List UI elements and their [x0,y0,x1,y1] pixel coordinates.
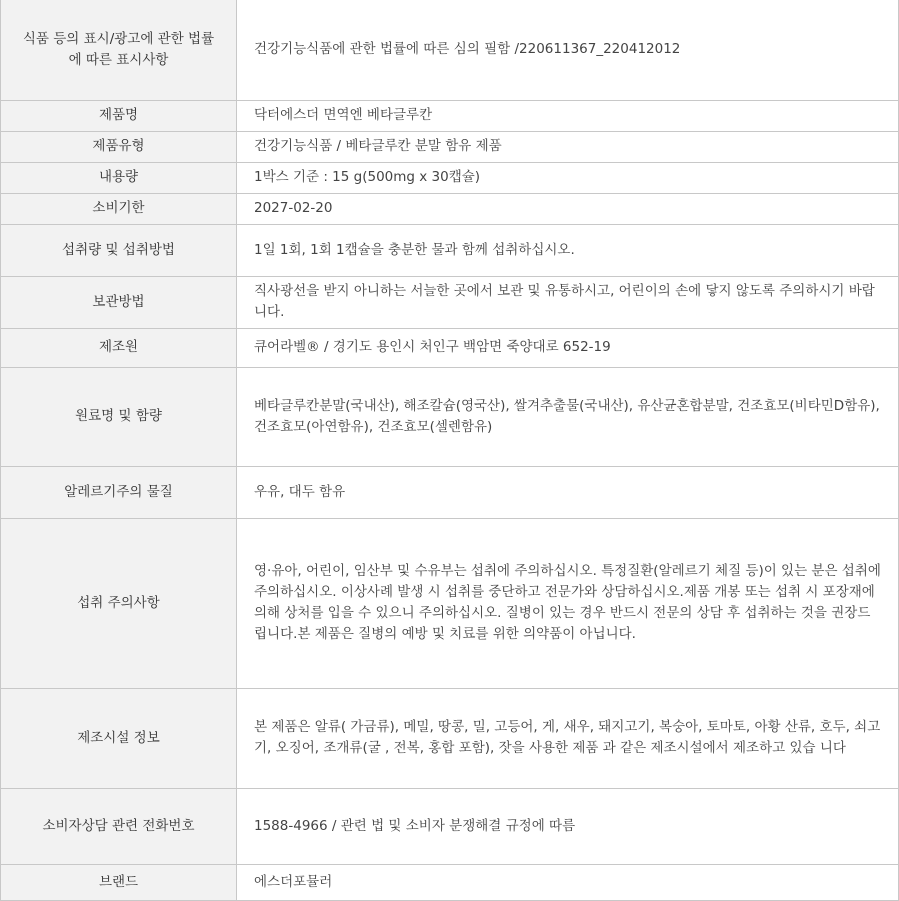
row-label-facility: 제조시설 정보 [1,688,237,788]
table-row [1,162,899,193]
table-row [1,131,899,162]
row-value-contents: 1박스 기준 : 15 g(500mg x 30캡슐) [237,162,899,193]
row-label-consumer-phone: 소비자상담 관련 전화번호 [1,788,237,864]
table-row [1,518,899,688]
row-value-intake-method: 1일 1회, 1회 1캡슐을 충분한 물과 함께 섭취하십시오. [237,224,899,276]
row-label-product-name: 제품명 [1,100,237,131]
table-row [1,466,899,518]
table-row [1,0,899,100]
row-value-allergy: 우유, 대두 함유 [237,466,899,518]
row-value-manufacturer: 큐어라벨® / 경기도 용인시 처인구 백암면 죽양대로 652-19 [237,328,899,367]
row-label-precautions: 섭취 주의사항 [1,518,237,688]
row-value-expiry: 2027-02-20 [237,193,899,224]
table-row [1,688,899,788]
row-value-ingredients: 베타글루칸분말(국내산), 해조칼슘(영국산), 쌀겨추출물(국내산), 유산균혼합분말, 건조효모(비타민D함유), 건조효모(아연함유), 건조효모(셀렌함유) [237,367,899,466]
table-row [1,100,899,131]
row-value-display-law: 건강기능식품에 관한 법률에 따른 심의 필함 /220611367_220412012 [237,0,899,100]
row-value-product-name: 닥터에스더 면역엔 베타글루칸 [237,100,899,131]
row-value-product-type: 건강기능식품 / 베타글루칸 분말 함유 제품 [237,131,899,162]
row-label-intake-method: 섭취량 및 섭취방법 [1,224,237,276]
row-label-display-law: 식품 등의 표시/광고에 관한 법률에 따른 표시사항 [1,0,237,100]
table-row [1,328,899,367]
row-label-contents: 내용량 [1,162,237,193]
row-value-storage: 직사광선을 받지 아니하는 서늘한 곳에서 보관 및 유통하시고, 어린이의 손에 닿지 않도록 주의하시기 바랍니다. [237,276,899,328]
table-row [1,224,899,276]
table-row [1,788,899,864]
row-label-expiry: 소비기한 [1,193,237,224]
table-row [1,276,899,328]
table-row [1,864,899,900]
row-value-brand: 에스더포뮬러 [237,864,899,900]
row-label-product-type: 제품유형 [1,131,237,162]
table-row [1,193,899,224]
table-row [1,367,899,466]
row-label-manufacturer: 제조원 [1,328,237,367]
row-value-facility: 본 제품은 알류( 가금류), 메밀, 땅콩, 밀, 고등어, 게, 새우, 돼지고기, 복숭아, 토마토, 아황 산류, 호두, 쇠고기, 오징어, 조개류(굴 , 전복, 홍합 포함), 잣을 사용한 제품 과 같은 제조시설에서 제조하고 있습 니다 [237,688,899,788]
row-label-ingredients: 원료명 및 함량 [1,367,237,466]
row-value-consumer-phone: 1588-4966 / 관련 법 및 소비자 분쟁해결 규정에 따름 [237,788,899,864]
row-label-storage: 보관방법 [1,276,237,328]
row-value-precautions: 영·유아, 어린이, 임산부 및 수유부는 섭취에 주의하십시오. 특정질환(알레르기 체질 등)이 있는 분은 섭취에 주의하십시오. 이상사례 발생 시 섭취를 중단하고 전문가와 상담하십시오.제품 개봉 또는 섭취 시 포장재에 의해 상처를 입을 수 있으니 주의하십시오. 질병이 있는 경우 반드시 전문의 상담 후 섭취하는 것을 권장드립니다.본 제품은 질병의 예방 및 치료를 위한 의약품이 아닙니다. [237,518,899,688]
row-label-brand: 브랜드 [1,864,237,900]
row-label-allergy: 알레르기주의 물질 [1,466,237,518]
